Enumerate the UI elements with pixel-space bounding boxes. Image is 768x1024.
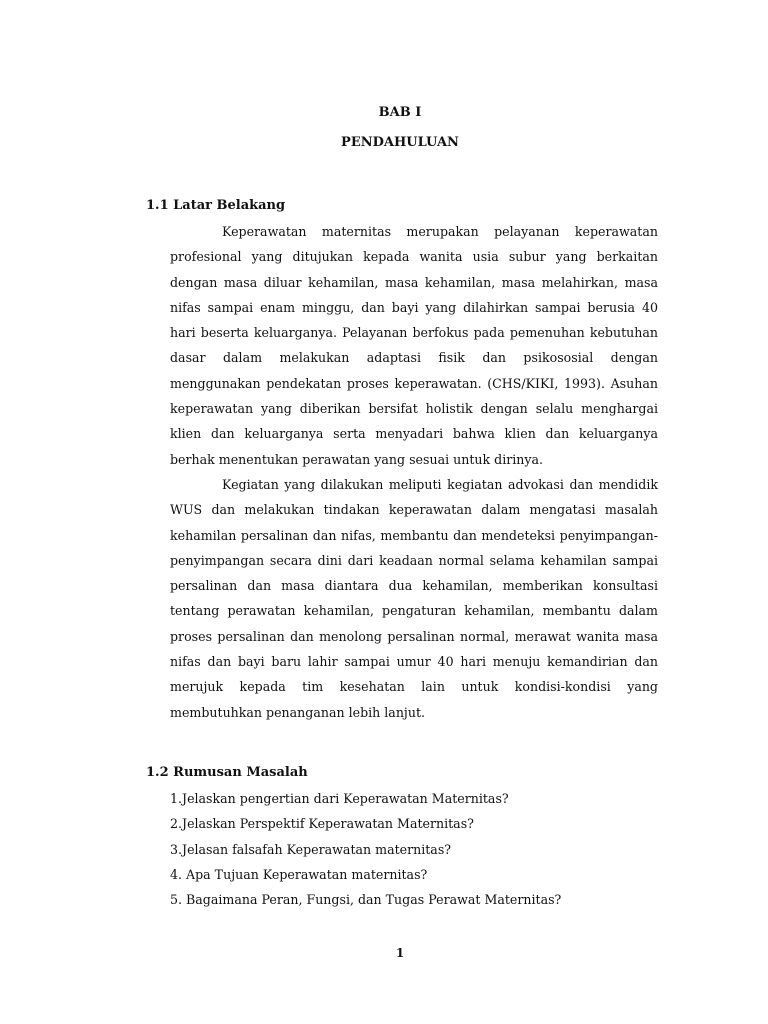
section-body-latar-belakang [170,219,658,725]
question-list [170,786,561,912]
list-item: 3.Jelasan falsafah Keperawatan maternitas? [170,841,452,857]
chapter-title: PENDAHULUAN [341,135,459,150]
list-item: 1.Jelaskan pengertian dari Keperawatan Maternitas? [170,791,509,806]
paragraph: Kegiatan yang dilakukan meliputi kegiatan advokasi dan mendidik WUS dan melakukan tindakan keperawatan dalam mengatasi masalah kehamilan persalinan dan nifas, membantu dan mendeteksi penyimpangan-penyimpangan secara dini dari keadaan normal selama kehamilan sampai persalinan dan masa diantara dua kehamilan, memberikan konsultasi tentang perawatan kehamilan, pengaturan kehamilan, membantu dalam proses persalinan dan menolong persalinan normal, merawat wanita masa nifas dan bayi baru lahir sampai umur 40 hari menuju kemandirian dan merujuk kepada tim kesehatan lain untuk kondisi-kondisi yang membutuhkan penanganan lebih lanjut. [170,476,658,720]
chapter-heading: BAB I [378,105,422,120]
list-item: 4. Apa Tujuan Keperawatan maternitas? [170,866,428,882]
list-item: 2.Jelaskan Perspektif Keperawatan Maternitas? [170,816,474,832]
paragraph: Keperawatan maternitas merupakan pelayanan keperawatan profesional yang ditujukan kepada wanita usia subur yang berkaitan dengan masa diluar kehamilan, masa kehamilan, masa melahirkan, masa nifas sampai enam minggu, dan bayi yang dilahirkan sampai berusia 40 hari beserta keluarganya. Pelayanan berfokus pada pemenuhan kebutuhan dasar dalam melakukan adaptasi fisik dan psikososial dengan menggunakan pendekatan proses keperawatan. (CHS/KIKI, 1993). Asuhan keperawatan yang diberikan bersifat holistik dengan selalu menghargai klien dan keluarganya serta menyadari bahwa klien dan keluarganya berhak menentukan perawatan yang sesuai untuk dirinya. [170,224,658,467]
section-title-rumusan-masalah: 1.2 Rumusan Masalah [146,765,308,780]
page-number: 1 [395,946,405,960]
section-title-latar-belakang: 1.1 Latar Belakang [146,198,286,213]
list-item: 5. Bagaimana Peran, Fungsi, dan Tugas Perawat Maternitas? [170,892,562,908]
